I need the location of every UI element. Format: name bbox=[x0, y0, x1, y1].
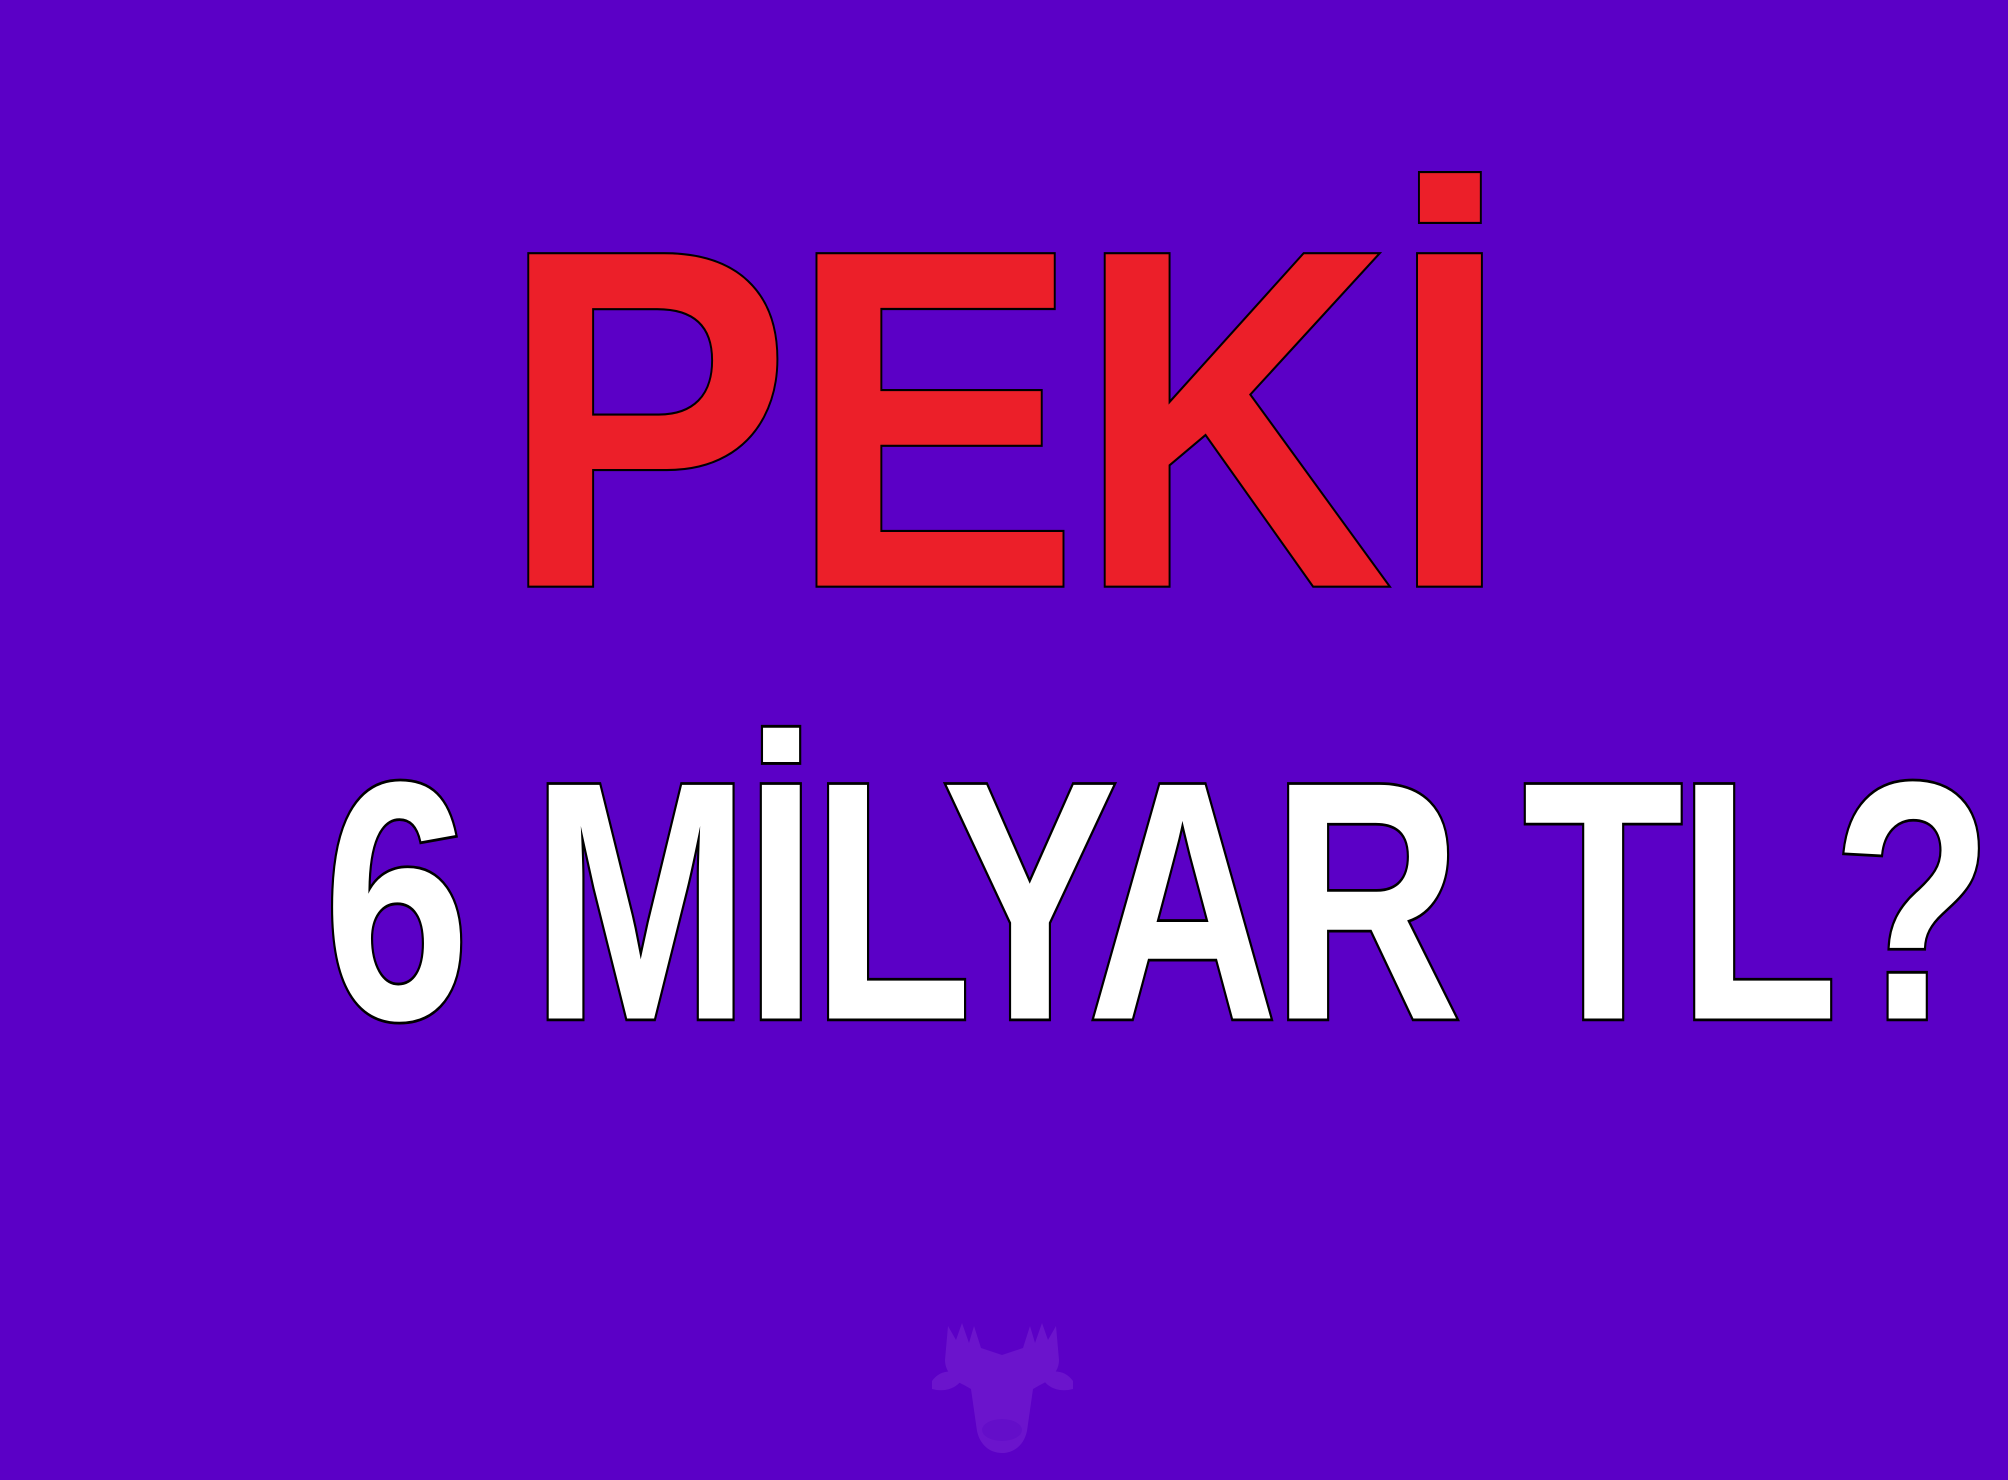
bull-head-svg bbox=[925, 1315, 1080, 1455]
headline-line-1-text: PEKİ bbox=[500, 149, 1508, 688]
headline-line-1 bbox=[0, 149, 2008, 738]
headline-line-2-text: 6 MİLYAR TL? bbox=[323, 712, 1988, 1091]
headline-line-2 bbox=[0, 712, 2008, 1097]
bull-head-icon bbox=[925, 1315, 1080, 1455]
